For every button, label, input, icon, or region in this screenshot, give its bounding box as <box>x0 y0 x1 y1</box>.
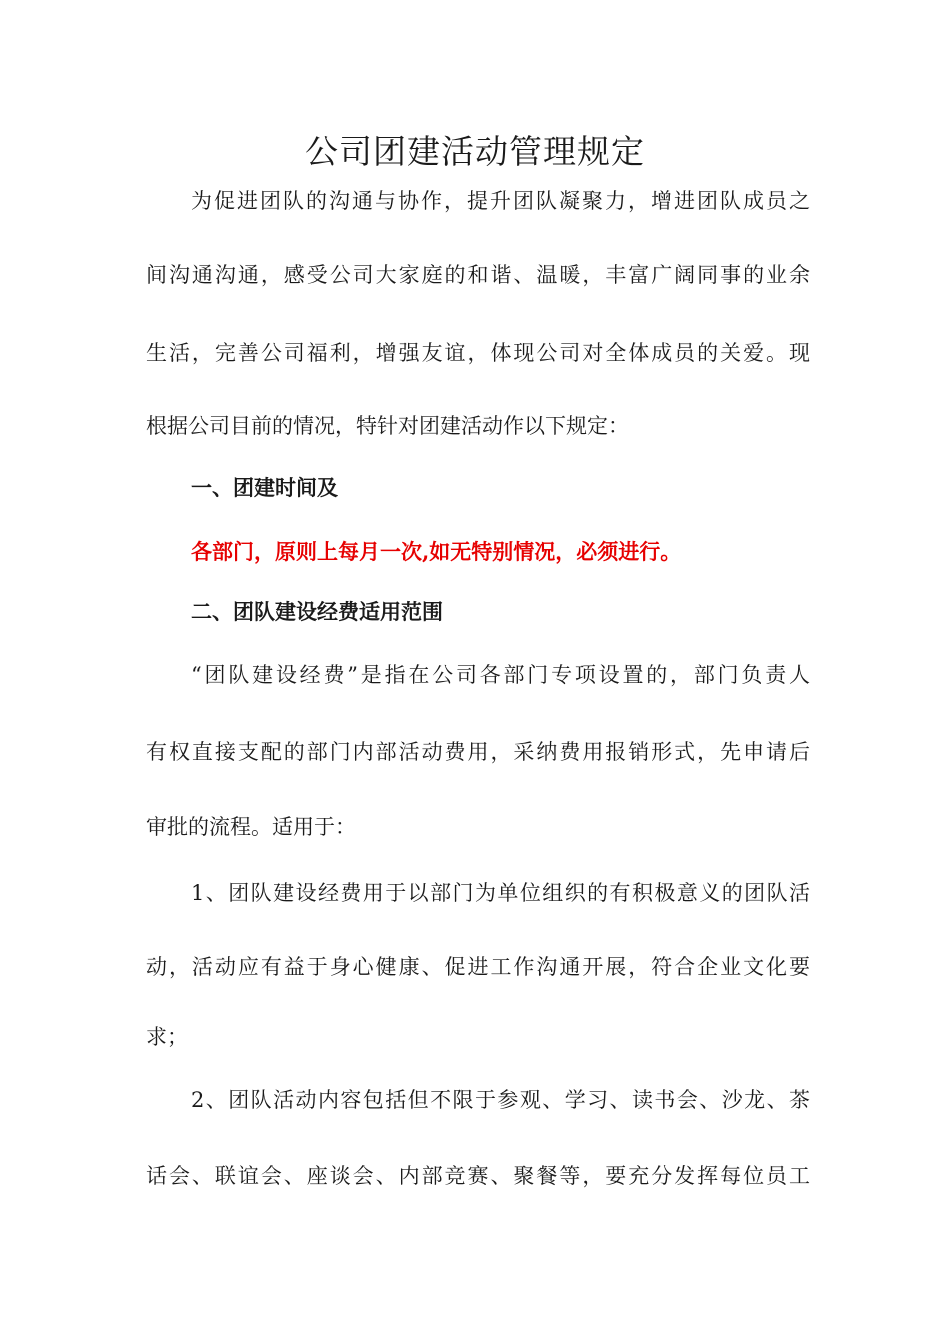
document-title: 公司团建活动管理规定 <box>305 132 645 171</box>
section-heading: 一、团建时间及 <box>191 475 338 500</box>
section-heading: 二、团队建设经费适用范围 <box>191 599 443 624</box>
list-item-line: 1、团队建设经费用于以部门为单位组织的有积极意义的团队活 <box>191 881 810 905</box>
paragraph-line: 为促进团队的沟通与协作，提升团队凝聚力，增进团队成员之 <box>191 189 810 213</box>
list-item-line: 话会、联谊会、座谈会、内部竞赛、聚餐等，要充分发挥每位员工 <box>146 1164 810 1188</box>
paragraph-line: “团队建设经费”是指在公司各部门专项设置的，部门负责人 <box>191 663 810 687</box>
paragraph-line: 间沟通沟通，感受公司大家庭的和谐、温暖，丰富广阔同事的业余 <box>146 263 810 287</box>
paragraph-line: 审批的流程。适用于： <box>146 815 356 839</box>
list-item-line: 求； <box>146 1025 188 1049</box>
list-item-line: 2、团队活动内容包括但不限于参观、学习、读书会、沙龙、茶 <box>191 1088 810 1112</box>
paragraph-line: 有权直接支配的部门内部活动费用，采纳费用报销形式，先申请后 <box>146 740 810 764</box>
paragraph-line: 根据公司目前的情况，特针对团建活动作以下规定： <box>146 414 629 438</box>
list-item-line: 动，活动应有益于身心健康、促进工作沟通开展，符合企业文化要 <box>146 955 810 979</box>
highlighted-note: 各部门，原则上每月一次,如无特别情况，必须进行。 <box>191 539 682 564</box>
paragraph-line: 生活，完善公司福利，增强友谊，体现公司对全体成员的关爱。现 <box>146 341 810 365</box>
